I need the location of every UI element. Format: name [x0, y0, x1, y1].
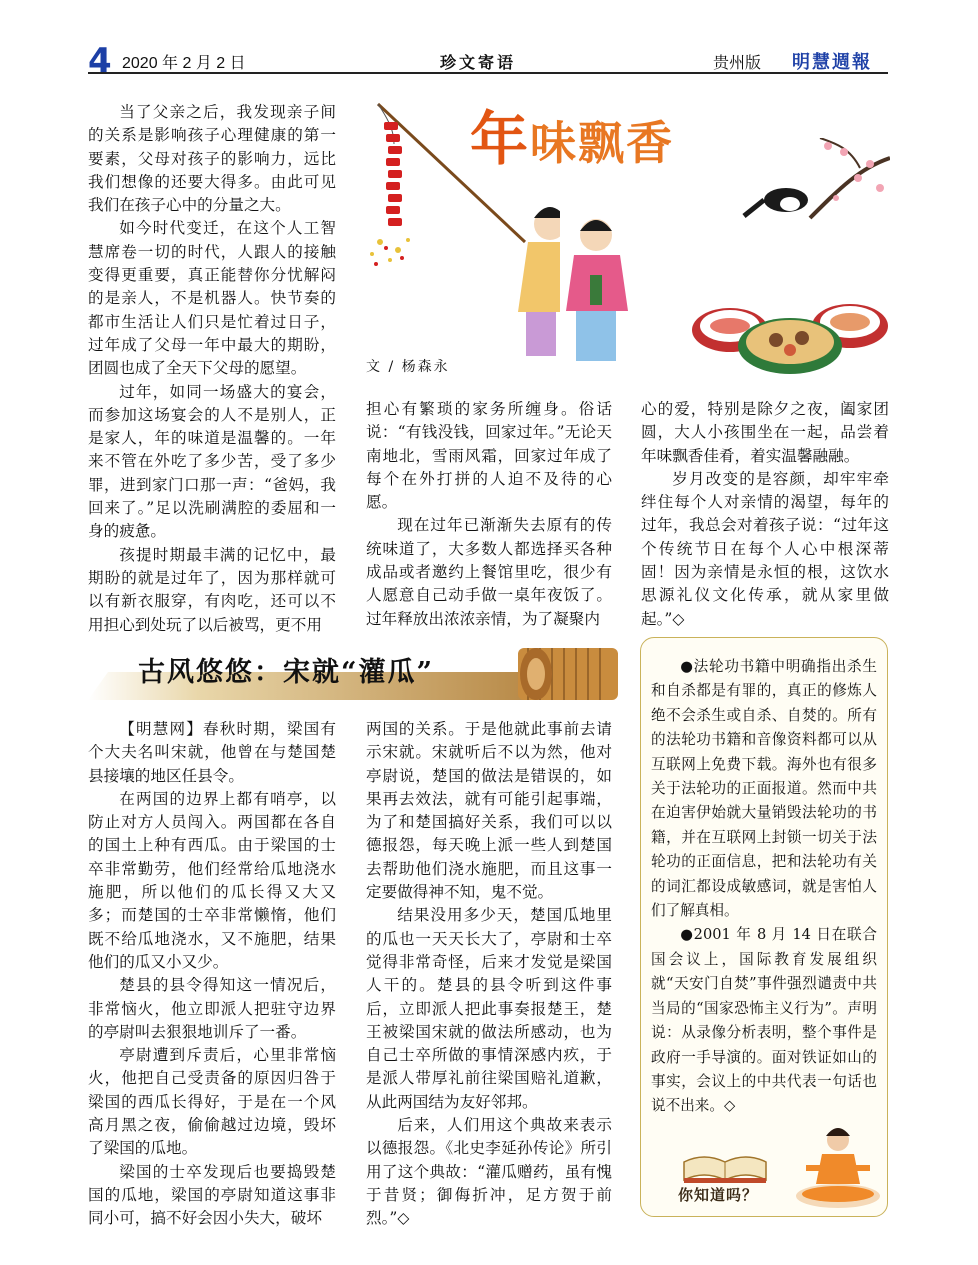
paragraph: 在两国的边界上都有哨亭，以防止对方人员闯入。两国都在各自的国土上种有西瓜。由于梁国的士卒非常勤劳，他们经常给瓜地浇水施肥，所以他们的瓜长得又大又多；而楚国的士卒非常懒惰，他们既不给瓜地浇水，又不施肥，结果他们的瓜又小又少。: [88, 789, 336, 971]
paragraph: ●2001 年 8 月 14 日在联合国会议上，国际教育发展组织就“天安门自焚”事件强烈谴责中共当局的“国家恐怖主义行为”。声明说：从录像分析表明，整个事件是政府一手导演的。面对铁证如山的事实，会议上的中共代表一句话也说不出来。◇: [651, 926, 877, 1115]
paragraph: 担心有繁琐的家务所缠身。俗话说：“有钱没钱，回家过年。”无论天南地北，雪雨风霜，回家过年成了每个在外打拼的人迫不及待的心愿。: [366, 400, 612, 512]
article2-column-1: [88, 718, 336, 1231]
paragraph: 结果没用多少天，楚国瓜地里的瓜也一天天长大了，亭尉和士卒觉得非常奇怪，后来才发觉是梁国人干的。楚县的县令听到这件事后，立即派人把此事奏报楚王，楚王被梁国宋就的做法所感动，也为自己士卒所做的事情深感内疚，于是派人带厚礼前往梁国赔礼道歉，从此两国结为友好邻邦。: [366, 906, 612, 1111]
header-rule: [88, 72, 888, 74]
article1-column-3: [641, 398, 889, 631]
article1-title-rest: 味飘香: [530, 116, 675, 170]
article1-column-2: [366, 398, 612, 631]
did-you-know-text: [651, 655, 877, 1119]
article1-title-first: 年: [470, 105, 531, 173]
article1-byline: 文 / 杨森永: [366, 359, 450, 375]
paragraph: 亭尉遭到斥责后，心里非常恼火，他把自己受责备的原因归咎于梁国的西瓜长得好，于是在一个风高月黑之夜，偷偷越过边境，毁坏了梁国的瓜地。: [88, 1046, 336, 1158]
paragraph: 楚县的县令得知这一情况后，非常恼火，他立即派人把驻守边界的亭尉叫去狠狠地训斥了一番。: [88, 976, 336, 1041]
plum-blossom-magpie-illustration: [740, 138, 890, 238]
article2-column-2: [366, 718, 612, 1231]
paragraph: 孩提时期最丰满的记忆中，最期盼的就是过年了，因为那样就可以有新衣服穿，有肉吃，还可以不用担心到处玩了以后被骂，更不用: [88, 545, 336, 634]
feast-dishes-illustration: [690, 290, 890, 380]
article1-column-1: [88, 101, 336, 637]
paragraph: 两国的关系。于是他就此事前去请示宋就。宋就听后不以为然，他对亭尉说，楚国的做法是错误的，如果再去效法，就有可能引起事端，为了和楚国搞好关系，我们可以以德报怨，每天晚上派一些人到楚国去帮助他们浇水施肥，而且这事一定要做得神不知，鬼不觉。: [366, 720, 612, 902]
meditating-woman-illustration: [792, 1124, 884, 1212]
issue-date: 2020 年 2 月 2 日: [122, 55, 246, 72]
child-figure-illustration: [560, 215, 638, 365]
paragraph: ●法轮功书籍中明确指出杀生和自杀都是有罪的，真正的修炼人绝不会杀生或自杀、自焚的。所有的法轮功书籍和音像资料都可以从互联网上免费下载。海外也有很多关于法轮功的正面报道。然而中共在迫害伊始就大量销毁法轮功的书籍，并在互联网上封锁一切关于法轮功的正面信息，把和法轮功有关的词汇都设成敏感词，就是害怕人们了解真相。: [651, 658, 877, 920]
paragraph: 后来，人们用这个典故来表示以德报怨。《北史李延孙传论》所引用了这个典故：“灌瓜赠药，虽有愧于昔贤；御侮折冲，足方贺于前烈。”◇: [366, 1116, 612, 1228]
paragraph: 现在过年已渐渐失去原有的传统味道了，大多数人都选择买各种成品或者邀约上餐馆里吃，很少有人愿意自己动手做一桌年夜饭了。过年释放出浓浓亲情，为了凝聚内: [366, 516, 612, 628]
paragraph: 当了父亲之后，我发现亲子间的关系是影响孩子心理健康的第一要素，父母对孩子的影响力，远比我们想像的还要大得多。由此可见我们在孩子心中的分量之大。: [88, 103, 336, 215]
paragraph: 岁月改变的是容颜，却牢牢牵绊住每个人对亲情的渴望，每年的过年，我总会对着孩子说：“过年这个传统节日在每个人心中根深蒂固！因为亲情是永恒的根，这饮水思源礼仪文化传承，就从家里做起。”◇: [641, 469, 889, 628]
paragraph: 心的爱，特别是除夕之夜，阖家团圆，大人小孩围坐在一起，品尝着年味飘香佳肴，着实温馨融融。: [641, 400, 889, 465]
paragraph: 梁国的士卒发现后也要捣毁楚国的瓜地，梁国的亭尉知道这事非同小可，搞不好会因小失大，破坏: [88, 1162, 336, 1228]
paragraph: 过年，如同一场盛大的宴会，而参加这场宴会的人不是别人，正是家人，年的味道是温馨的。一年来不管在外吃了多少苦，受了多少罪，进到家门口那一声：“爸妈，我回来了。”足以洗刷满腔的委屈和一身的疲惫。: [88, 382, 336, 541]
paragraph: 【明慧网】春秋时期，梁国有个大夫名叫宋就，他曾在与楚国楚县接壤的地区任县令。: [88, 720, 336, 785]
article2-title: 古风悠悠：宋就“灌瓜”: [138, 657, 435, 688]
open-book-icon: [680, 1148, 770, 1184]
edition-label: 贵州版: [713, 53, 762, 72]
paragraph: 如今时代变迁，在这个人工智慧席卷一切的时代，人跟人的接触变得更重要，真正能替你分忧解闷的是亲人，不是机器人。快节奏的都市生活让人们只是忙着过日子，过年成了父母一年中最大的期盼，团圆也成了全天下父母的愿望。: [88, 219, 336, 378]
article1-title: [470, 92, 674, 176]
page-number: 4: [88, 41, 112, 81]
column-name: 珍文寄语: [440, 53, 517, 72]
paper-masthead: 明慧週報: [792, 52, 872, 73]
did-you-know-label: 你知道吗？: [678, 1186, 759, 1204]
